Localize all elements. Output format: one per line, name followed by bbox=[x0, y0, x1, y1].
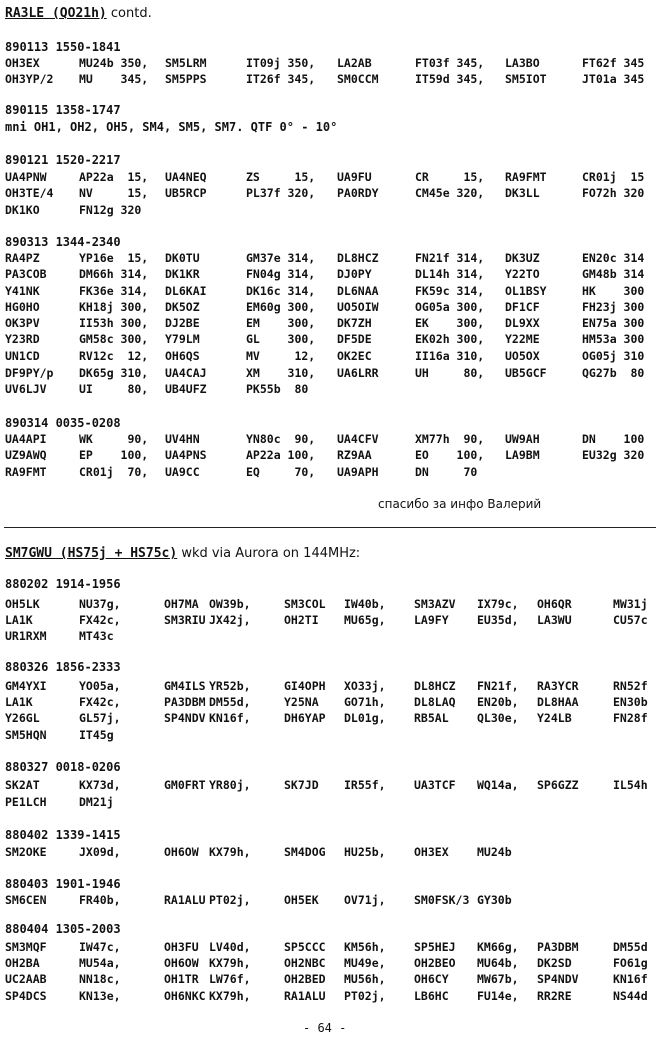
locator: CM45e 320, bbox=[415, 186, 485, 200]
locator: MW31j bbox=[613, 597, 648, 611]
callsign: DK7ZH bbox=[337, 316, 372, 330]
locator: IT09j 350, bbox=[246, 56, 316, 70]
locator: CU57c bbox=[613, 613, 648, 627]
locator: DK16c 314, bbox=[246, 284, 316, 298]
callsign: GM4YXI bbox=[5, 679, 47, 693]
station-title: RA3LE (QO21h) bbox=[5, 6, 107, 21]
locator: OG05j 310 bbox=[582, 349, 645, 363]
locator: LW76f, bbox=[209, 972, 251, 986]
callsign: UA4PNS bbox=[165, 448, 207, 462]
callsign: Y24LB bbox=[537, 711, 572, 725]
locator: FX42c, bbox=[79, 613, 121, 627]
callsign: LA9FY bbox=[414, 613, 449, 627]
log-row bbox=[0, 448, 663, 464]
locator: DM21j bbox=[79, 795, 114, 809]
session-date: 880202 1914-1956 bbox=[5, 577, 121, 591]
callsign: OH7MA bbox=[164, 597, 199, 611]
locator: CR 15, bbox=[415, 170, 485, 184]
callsign: DL8HCZ bbox=[414, 679, 456, 693]
callsign: OH5EK bbox=[284, 893, 319, 907]
locator: FT03f 345, bbox=[415, 56, 485, 70]
locator: IW47c, bbox=[79, 940, 121, 954]
log-row bbox=[0, 845, 663, 861]
callsign: RB5AL bbox=[414, 711, 449, 725]
callsign: OH2BEO bbox=[414, 956, 456, 970]
title-suffix: contd. bbox=[106, 6, 152, 21]
locator: IR55f, bbox=[344, 778, 386, 792]
callsign: PA3COB bbox=[5, 267, 47, 281]
callsign: OH3EX bbox=[414, 845, 449, 859]
locator: II16a 310, bbox=[415, 349, 485, 363]
locator: FU14e, bbox=[477, 989, 519, 1003]
callsign: UZ9AWQ bbox=[5, 448, 47, 462]
callsign: UR1RXM bbox=[5, 629, 47, 643]
locator: UI 80, bbox=[79, 382, 149, 396]
locator: YR52b, bbox=[209, 679, 251, 693]
locator: YO05a, bbox=[79, 679, 121, 693]
callsign: OH2BA bbox=[5, 956, 40, 970]
log-row bbox=[0, 465, 663, 481]
session-date: 890314 0035-0208 bbox=[5, 416, 121, 430]
locator: KM66g, bbox=[477, 940, 519, 954]
log-row bbox=[0, 267, 663, 283]
callsign: DK1KO bbox=[5, 203, 40, 217]
callsign: RA1ALU bbox=[164, 893, 206, 907]
locator: FT62f 345 bbox=[582, 56, 645, 70]
callsign: UW9AH bbox=[505, 432, 540, 446]
callsign: UA4NEQ bbox=[165, 170, 207, 184]
locator: AP22a 15, bbox=[79, 170, 149, 184]
session-date: 890313 1344-2340 bbox=[5, 235, 121, 249]
callsign: SM5PPS bbox=[165, 72, 207, 86]
callsign: UA9APH bbox=[337, 465, 379, 479]
locator: FN04g 314, bbox=[246, 267, 316, 281]
callsign: RR2RE bbox=[537, 989, 572, 1003]
callsign: SP6GZZ bbox=[537, 778, 579, 792]
session-date: 880403 1901-1946 bbox=[5, 877, 121, 891]
locator: FN21f, bbox=[477, 679, 519, 693]
locator: IT26f 345, bbox=[246, 72, 316, 86]
thanks-note: спасибо за инфо Валерий bbox=[378, 497, 542, 511]
locator: EM60g 300, bbox=[246, 300, 316, 314]
callsign: OH3YP/2 bbox=[5, 72, 54, 86]
locator: MU 345, bbox=[79, 72, 149, 86]
callsign: UA6LRR bbox=[337, 366, 379, 380]
log-row bbox=[0, 300, 663, 316]
callsign: RZ9AA bbox=[337, 448, 372, 462]
callsign: SM5LRM bbox=[165, 56, 207, 70]
locator: IX79c, bbox=[477, 597, 519, 611]
locator: DL14h 314, bbox=[415, 267, 485, 281]
locator: JX09d, bbox=[79, 845, 121, 859]
locator: II53h 300, bbox=[79, 316, 149, 330]
callsign: UN1CD bbox=[5, 349, 40, 363]
callsign: SM5IOT bbox=[505, 72, 547, 86]
locator: EU32g 320 bbox=[582, 448, 645, 462]
locator: LV40d, bbox=[209, 940, 251, 954]
callsign: Y79LM bbox=[165, 332, 200, 346]
callsign: LA9BM bbox=[505, 448, 540, 462]
locator: RN52f bbox=[613, 679, 648, 693]
callsign: LA1K bbox=[5, 695, 33, 709]
locator: FN28f bbox=[613, 711, 648, 725]
locator: FH23j 300 bbox=[582, 300, 645, 314]
callsign: GM4ILS bbox=[164, 679, 206, 693]
log-row bbox=[0, 695, 663, 711]
locator: ZS 15, bbox=[246, 170, 316, 184]
log-row bbox=[0, 629, 663, 645]
callsign: UA9CC bbox=[165, 465, 200, 479]
locator: KX79h, bbox=[209, 989, 251, 1003]
locator: FR40b, bbox=[79, 893, 121, 907]
locator: KN13e, bbox=[79, 989, 121, 1003]
locator: NV 15, bbox=[79, 186, 149, 200]
log-row bbox=[0, 728, 663, 744]
locator: EN20b, bbox=[477, 695, 519, 709]
locator: OG05a 300, bbox=[415, 300, 485, 314]
log-row bbox=[0, 332, 663, 348]
callsign: OL1BSY bbox=[505, 284, 547, 298]
callsign: OH6QS bbox=[165, 349, 200, 363]
locator: MU56h, bbox=[344, 972, 386, 986]
callsign: DF5DE bbox=[337, 332, 372, 346]
callsign: SP5CCC bbox=[284, 940, 326, 954]
callsign: OH3TE/4 bbox=[5, 186, 54, 200]
callsign: UO5OIW bbox=[337, 300, 379, 314]
callsign: UA3TCF bbox=[414, 778, 456, 792]
locator: OW39b, bbox=[209, 597, 251, 611]
locator: NU37g, bbox=[79, 597, 121, 611]
locator: KM56h, bbox=[344, 940, 386, 954]
locator: EP 100, bbox=[79, 448, 149, 462]
callsign: Y26GL bbox=[5, 711, 40, 725]
callsign: OH1TR bbox=[164, 972, 199, 986]
locator: DK65g 310, bbox=[79, 366, 149, 380]
callsign: PE1LCH bbox=[5, 795, 47, 809]
log-row bbox=[0, 170, 663, 186]
locator: GM48b 314 bbox=[582, 267, 645, 281]
callsign: UB5GCF bbox=[505, 366, 547, 380]
callsign: SK2AT bbox=[5, 778, 40, 792]
locator: KN16f bbox=[613, 972, 648, 986]
log-row bbox=[0, 382, 663, 398]
callsign: DK0TU bbox=[165, 251, 200, 265]
locator: EK 300, bbox=[415, 316, 485, 330]
callsign: SP4DCS bbox=[5, 989, 47, 1003]
log-row bbox=[0, 56, 663, 72]
callsign: SM2OKE bbox=[5, 845, 47, 859]
callsign: Y41NK bbox=[5, 284, 40, 298]
callsign: UV4HN bbox=[165, 432, 200, 446]
callsign: OH2BED bbox=[284, 972, 326, 986]
locator: EO 100, bbox=[415, 448, 485, 462]
locator: JX42j, bbox=[209, 613, 251, 627]
callsign: DK1KR bbox=[165, 267, 200, 281]
callsign: OH6OW bbox=[164, 956, 199, 970]
locator: KX79h, bbox=[209, 956, 251, 970]
callsign: SM3MQF bbox=[5, 940, 47, 954]
locator: EN20c 314 bbox=[582, 251, 645, 265]
callsign: OH3FU bbox=[164, 940, 199, 954]
locator: MT43c bbox=[79, 629, 114, 643]
section2-title bbox=[5, 546, 360, 561]
section-divider bbox=[4, 527, 656, 528]
callsign: PA0RDY bbox=[337, 186, 379, 200]
locator: DN 100 bbox=[582, 432, 645, 446]
callsign: DK3UZ bbox=[505, 251, 540, 265]
locator: FK59c 314, bbox=[415, 284, 485, 298]
log-row bbox=[0, 795, 663, 811]
callsign: DL6NAA bbox=[337, 284, 379, 298]
callsign: OH6NKC bbox=[164, 989, 206, 1003]
callsign: HG0HO bbox=[5, 300, 40, 314]
locator: QG27b 80 bbox=[582, 366, 645, 380]
callsign: GM0FRT bbox=[164, 778, 206, 792]
callsign: SM3RIU bbox=[164, 613, 206, 627]
locator: MW67b, bbox=[477, 972, 519, 986]
locator: GL 300, bbox=[246, 332, 316, 346]
callsign: Y22ME bbox=[505, 332, 540, 346]
callsign: OH6OW bbox=[164, 845, 199, 859]
locator: QL30e, bbox=[477, 711, 519, 725]
locator: PK55b 80 bbox=[246, 382, 309, 396]
log-row bbox=[0, 893, 663, 909]
log-row bbox=[0, 989, 663, 1005]
locator: PL37f 320, bbox=[246, 186, 316, 200]
callsign: DL6KAI bbox=[165, 284, 207, 298]
section2-suffix: wkd via Aurora on 144MHz: bbox=[177, 546, 361, 561]
session-date: 890113 1550-1841 bbox=[5, 40, 121, 54]
locator: FK36e 314, bbox=[79, 284, 149, 298]
callsign: Y22TO bbox=[505, 267, 540, 281]
log-row bbox=[0, 679, 663, 695]
callsign: SM0FSK/3 bbox=[414, 893, 470, 907]
locator: NN18c, bbox=[79, 972, 121, 986]
callsign: DH6YAP bbox=[284, 711, 326, 725]
callsign: OH2TI bbox=[284, 613, 319, 627]
locator: IT59d 345, bbox=[415, 72, 485, 86]
locator: FN21f 314, bbox=[415, 251, 485, 265]
locator: MU65g, bbox=[344, 613, 386, 627]
locator: MU24b bbox=[477, 845, 512, 859]
callsign: UA9FU bbox=[337, 170, 372, 184]
locator: DM55d, bbox=[209, 695, 251, 709]
locator: PT02j, bbox=[344, 989, 386, 1003]
locator: GM58c 300, bbox=[79, 332, 149, 346]
locator: EN30b bbox=[613, 695, 648, 709]
callsign: SK7JD bbox=[284, 778, 319, 792]
log-row bbox=[0, 349, 663, 365]
callsign: UC2AAB bbox=[5, 972, 47, 986]
locator: HK 300 bbox=[582, 284, 645, 298]
session-date: 880404 1305-2003 bbox=[5, 922, 121, 936]
locator: MU49e, bbox=[344, 956, 386, 970]
locator: IW40b, bbox=[344, 597, 386, 611]
locator: EK02h 300, bbox=[415, 332, 485, 346]
locator: OV71j, bbox=[344, 893, 386, 907]
callsign: SM4DOG bbox=[284, 845, 326, 859]
callsign: SM3AZV bbox=[414, 597, 456, 611]
locator: YR80j, bbox=[209, 778, 251, 792]
callsign: DL8HAA bbox=[537, 695, 579, 709]
callsign: OK3PV bbox=[5, 316, 40, 330]
locator: EU35d, bbox=[477, 613, 519, 627]
callsign: LA3BO bbox=[505, 56, 540, 70]
locator: PT02j, bbox=[209, 893, 251, 907]
page-number: - 64 - bbox=[303, 1021, 347, 1035]
locator: KH18j 300, bbox=[79, 300, 149, 314]
locator: YP16e 15, bbox=[79, 251, 149, 265]
callsign: OK2EC bbox=[337, 349, 372, 363]
callsign: SM5HQN bbox=[5, 728, 47, 742]
log-row bbox=[0, 597, 663, 613]
session-date: 890115 1358-1747 bbox=[5, 103, 121, 117]
callsign: LA1K bbox=[5, 613, 33, 627]
log-row bbox=[0, 72, 663, 88]
callsign: DF1CF bbox=[505, 300, 540, 314]
locator: GL57j, bbox=[79, 711, 121, 725]
callsign: UO5OX bbox=[505, 349, 540, 363]
log-row bbox=[0, 956, 663, 972]
callsign: UB5RCP bbox=[165, 186, 207, 200]
log-row bbox=[0, 203, 663, 219]
session-date: 890121 1520-2217 bbox=[5, 153, 121, 167]
callsign: SP5HEJ bbox=[414, 940, 456, 954]
callsign: DK3LL bbox=[505, 186, 540, 200]
callsign: GI4OPH bbox=[284, 679, 326, 693]
callsign: OH3EX bbox=[5, 56, 40, 70]
callsign: OH6CY bbox=[414, 972, 449, 986]
callsign: UA4CFV bbox=[337, 432, 379, 446]
callsign: UB4UFZ bbox=[165, 382, 207, 396]
locator: HM53a 300 bbox=[582, 332, 645, 346]
callsign: DL8LAQ bbox=[414, 695, 456, 709]
locator: RV12c 12, bbox=[79, 349, 149, 363]
locator: EM 300, bbox=[246, 316, 316, 330]
locator: CR01j 15 bbox=[582, 170, 645, 184]
callsign: DJ0PY bbox=[337, 267, 372, 281]
callsign: SM6CEN bbox=[5, 893, 47, 907]
locator: CR01j 70, bbox=[79, 465, 149, 479]
locator: FN12g 320 bbox=[79, 203, 142, 217]
callsign: PA3DBM bbox=[164, 695, 206, 709]
callsign: RA1ALU bbox=[284, 989, 326, 1003]
locator: IL54h bbox=[613, 778, 648, 792]
locator: MV 12, bbox=[246, 349, 316, 363]
locator: FO72h 320 bbox=[582, 186, 645, 200]
callsign: RA4PZ bbox=[5, 251, 40, 265]
callsign: Y25NA bbox=[284, 695, 319, 709]
callsign: DL8HCZ bbox=[337, 251, 379, 265]
session-date: 880327 0018-0206 bbox=[5, 760, 121, 774]
callsign: LA2AB bbox=[337, 56, 372, 70]
locator: DM55d bbox=[613, 940, 648, 954]
log-row bbox=[0, 186, 663, 202]
locator: IT45g bbox=[79, 728, 114, 742]
locator: MU64b, bbox=[477, 956, 519, 970]
callsign: DK5OZ bbox=[165, 300, 200, 314]
callsign: UA4API bbox=[5, 432, 47, 446]
locator: NS44d bbox=[613, 989, 648, 1003]
locator: YN80c 90, bbox=[246, 432, 316, 446]
locator: HU25b, bbox=[344, 845, 386, 859]
callsign: DJ2BE bbox=[165, 316, 200, 330]
locator: DM66h 314, bbox=[79, 267, 149, 281]
log-row bbox=[0, 613, 663, 629]
callsign: LA3WU bbox=[537, 613, 572, 627]
callsign: DK2SD bbox=[537, 956, 572, 970]
callsign: PA3DBM bbox=[537, 940, 579, 954]
callsign: Y23RD bbox=[5, 332, 40, 346]
callsign: SP4NDV bbox=[164, 711, 206, 725]
page-title bbox=[5, 6, 152, 21]
callsign: DL9XX bbox=[505, 316, 540, 330]
log-row bbox=[0, 711, 663, 727]
locator: DL01g, bbox=[344, 711, 386, 725]
locator: JT01a 345 bbox=[582, 72, 645, 86]
locator: MU24b 350, bbox=[79, 56, 149, 70]
locator: XO33j, bbox=[344, 679, 386, 693]
log-row bbox=[0, 972, 663, 988]
log-row bbox=[0, 778, 663, 794]
callsign: OH2NBC bbox=[284, 956, 326, 970]
locator: XM 310, bbox=[246, 366, 316, 380]
locator: XM77h 90, bbox=[415, 432, 485, 446]
callsign: SM3COL bbox=[284, 597, 326, 611]
callsign: SP4NDV bbox=[537, 972, 579, 986]
log-row bbox=[0, 284, 663, 300]
callsign: OH5LK bbox=[5, 597, 40, 611]
log-row bbox=[0, 316, 663, 332]
locator: EN75a 300 bbox=[582, 316, 645, 330]
log-row bbox=[0, 940, 663, 956]
locator: EQ 70, bbox=[246, 465, 316, 479]
locator: FX42c, bbox=[79, 695, 121, 709]
locator: KX79h, bbox=[209, 845, 251, 859]
locator: GO71h, bbox=[344, 695, 386, 709]
locator: MU54a, bbox=[79, 956, 121, 970]
locator: WK 90, bbox=[79, 432, 149, 446]
session-note: mni OH1, OH2, OH5, SM4, SM5, SM7. QTF 0° - 10° bbox=[5, 120, 338, 134]
callsign: RA9FMT bbox=[5, 465, 47, 479]
log-row bbox=[0, 432, 663, 448]
log-row bbox=[0, 251, 663, 267]
callsign: UA4CAJ bbox=[165, 366, 207, 380]
locator: GM37e 314, bbox=[246, 251, 316, 265]
callsign: UV6LJV bbox=[5, 382, 47, 396]
callsign: SM0CCM bbox=[337, 72, 379, 86]
locator: AP22a 100, bbox=[246, 448, 316, 462]
locator: GY30b bbox=[477, 893, 512, 907]
callsign: LB6HC bbox=[414, 989, 449, 1003]
section2-station: SM7GWU (HS75j + HS75c) bbox=[5, 546, 178, 561]
log-row bbox=[0, 366, 663, 382]
locator: KX73d, bbox=[79, 778, 121, 792]
locator: UH 80, bbox=[415, 366, 485, 380]
locator: DN 70 bbox=[415, 465, 478, 479]
session-date: 880326 1856-2333 bbox=[5, 660, 121, 674]
locator: WQ14a, bbox=[477, 778, 519, 792]
locator: KN16f, bbox=[209, 711, 251, 725]
locator: FO61g bbox=[613, 956, 648, 970]
callsign: DF9PY/p bbox=[5, 366, 54, 380]
callsign: OH6QR bbox=[537, 597, 572, 611]
callsign: RA9FMT bbox=[505, 170, 547, 184]
callsign: RA3YCR bbox=[537, 679, 579, 693]
callsign: UA4PNW bbox=[5, 170, 47, 184]
session-date: 880402 1339-1415 bbox=[5, 828, 121, 842]
